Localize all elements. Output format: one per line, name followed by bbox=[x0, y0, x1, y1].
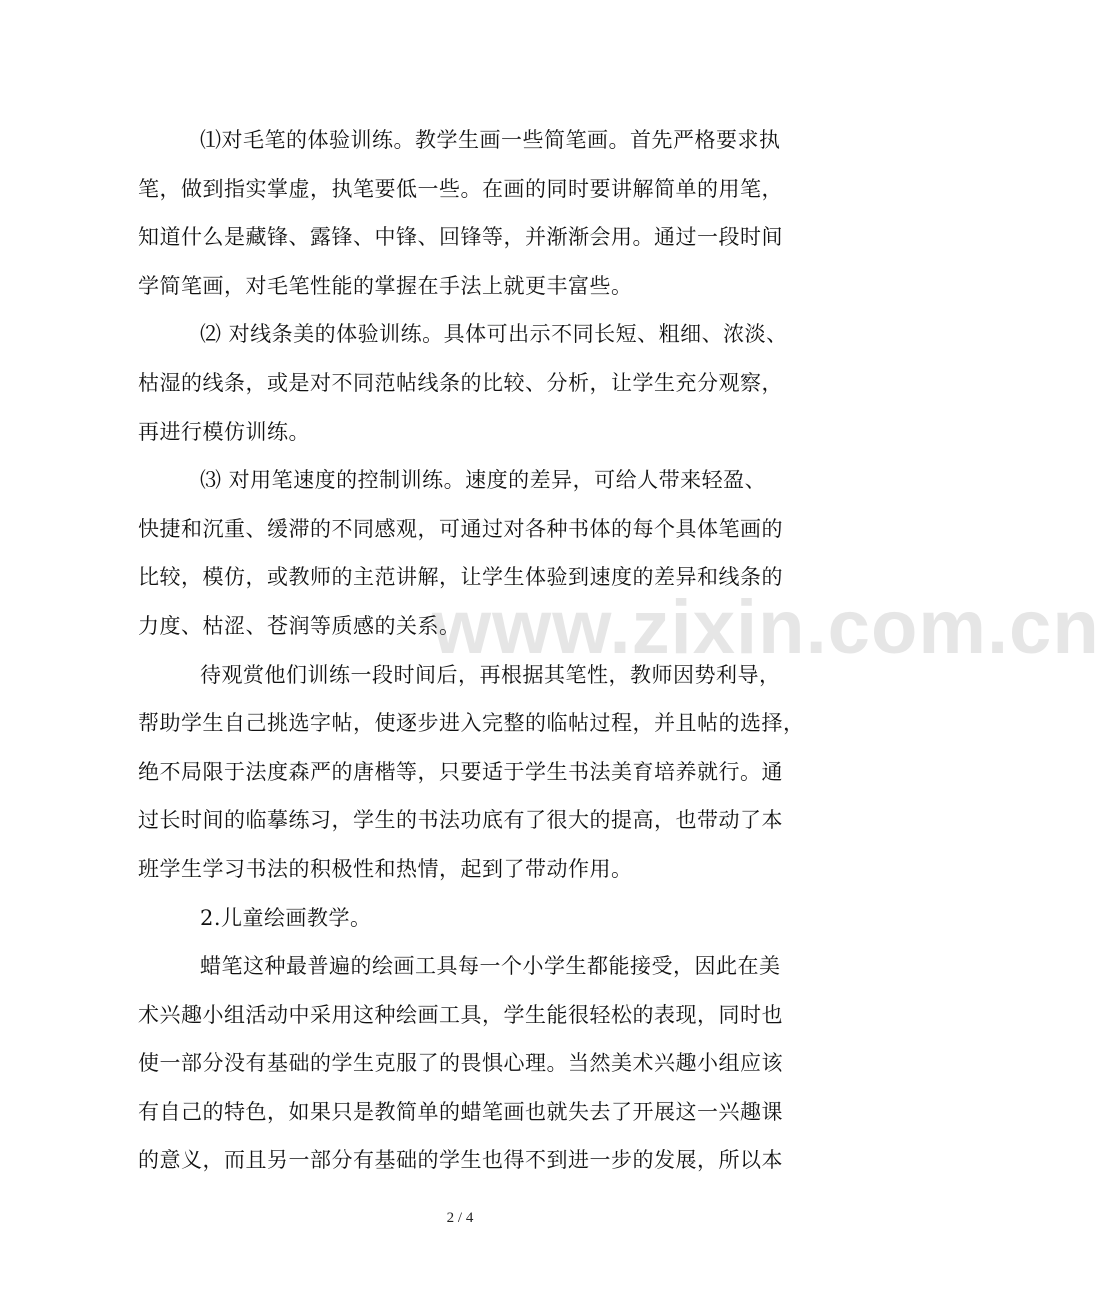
paragraph-line-training bbox=[138, 310, 788, 456]
text-line: 使一部分没有基础的学生克服了的畏惧心理。当然美术兴趣小组应该 bbox=[138, 1051, 783, 1076]
text-line: 枯湿的线条，或是对不同范帖线条的比较、分析，让学生充分观察， bbox=[138, 370, 783, 395]
text-line: 2.儿童绘画教学。 bbox=[200, 905, 372, 930]
text-line: 班学生学习书法的积极性和热情，起到了带动作用。 bbox=[138, 856, 633, 881]
text-line: 绝不局限于法度森严的唐楷等，只要适于学生书法美育培养就行。通 bbox=[138, 759, 783, 784]
text-line: 过长时间的临摹练习，学生的书法功底有了很大的提高，也带动了本 bbox=[138, 808, 783, 833]
text-line: ⑶ 对用笔速度的控制训练。速度的差异，可给人带来轻盈、 bbox=[200, 468, 767, 493]
text-line: 学简笔画，对毛笔性能的掌握在手法上就更丰富些。 bbox=[138, 273, 633, 298]
text-line: 知道什么是藏锋、露锋、中锋、回锋等，并渐渐会用。通过一段时间 bbox=[138, 225, 783, 250]
text-line: 再进行模仿训练。 bbox=[138, 419, 310, 444]
text-line: 蜡笔这种最普遍的绘画工具每一个小学生都能接受，因此在美 bbox=[200, 954, 781, 979]
text-line: 待观赏他们训练一段时间后，再根据其笔性，教师因势利导， bbox=[200, 662, 781, 687]
text-line: 力度、枯涩、苍润等质感的关系。 bbox=[138, 613, 461, 638]
watermark: www.zixin.com.cn bbox=[432, 585, 1100, 670]
paragraph-copybook bbox=[138, 651, 805, 894]
text-line: 术兴趣小组活动中采用这种绘画工具，学生能很轻松的表现，同时也 bbox=[138, 1002, 783, 1027]
paragraph-brush-training bbox=[138, 116, 788, 310]
paragraph-crayon bbox=[138, 942, 788, 1185]
text-line: 比较，模仿，或教师的主范讲解，让学生体验到速度的差异和线条的 bbox=[138, 565, 783, 590]
text-column bbox=[138, 116, 805, 1185]
text-line: 的意义，而且另一部分有基础的学生也得不到进一步的发展，所以本 bbox=[138, 1148, 783, 1173]
text-line: 有自己的特色，如果只是教简单的蜡笔画也就失去了开展这一兴趣课 bbox=[138, 1099, 783, 1124]
text-line: 帮助学生自己挑选字帖，使逐步进入完整的临帖过程，并且帖的选择， bbox=[138, 711, 805, 736]
text-line: ⑴对毛笔的体验训练。教学生画一些简笔画。首先严格要求执 bbox=[200, 128, 781, 152]
page-number: 2 / 4 bbox=[446, 1210, 474, 1226]
text-line: 快捷和沉重、缓滞的不同感观，可通过对各种书体的每个具体笔画的 bbox=[138, 516, 783, 541]
text-line: 笔，做到指实掌虚，执笔要低一些。在画的同时要讲解简单的用笔， bbox=[138, 176, 783, 201]
text-line: ⑵ 对线条美的体验训练。具体可出示不同长短、粗细、浓淡、 bbox=[200, 322, 788, 347]
section-heading-children-painting bbox=[138, 894, 788, 943]
paragraph-speed-training bbox=[138, 456, 788, 650]
